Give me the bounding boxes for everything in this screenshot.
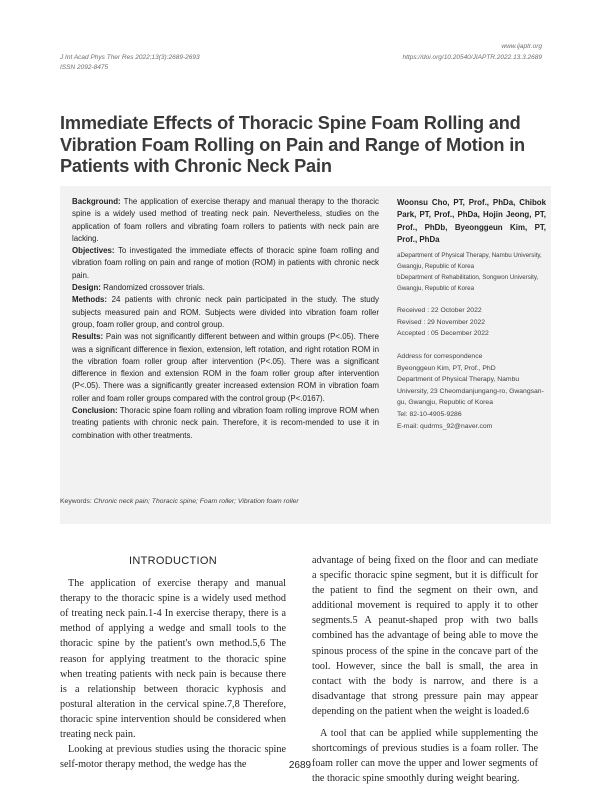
affiliations (397, 250, 546, 294)
body-paragraph: Looking at previous studies using the thoracic spine self-motor therapy method, the wedge has the (60, 744, 286, 771)
journal-citation: J Int Acad Phys Ther Res 2022;13(3):2689-2693 (60, 54, 200, 61)
revised-date: Revised : 29 November 2022 (397, 318, 486, 326)
affiliation-a: aDepartment of Physical Therapy, Nambu University, Gwangju, Republic of Korea (397, 252, 542, 271)
methods-text: 24 patients with chronic neck pain participated in the study. The study subjects measured pain and ROM. Subjects were divided into vibration foam roller group, foam roller group, and control group. (72, 295, 379, 329)
correspondence-name: Byeonggeun Kim, PT, Prof., PhD (397, 364, 496, 372)
abstract-objectives (72, 245, 379, 282)
correspondence (397, 351, 546, 432)
objectives-label: Objectives: (72, 246, 115, 256)
design-label: Design: (72, 283, 101, 293)
abstract-design (72, 282, 379, 294)
abstract-background (72, 196, 379, 245)
author-names: Woonsu Cho, PT, Prof., PhDa, Chibok Park, PT, Prof., PhDa, Hojin Jeong, PT, Prof., PhDb, Byeonggeun Kim, PT, Prof., PhDa (397, 198, 546, 244)
journal-header (60, 53, 200, 73)
received-date: Received : 22 October 2022 (397, 307, 482, 315)
page-number: 2689 (288, 760, 312, 771)
abstract-conclusion (72, 405, 379, 442)
background-label: Background: (72, 197, 121, 206)
results-label: Results: (72, 332, 104, 342)
section-heading: INTRODUCTION (129, 555, 217, 567)
keywords-list: Chronic neck pain; Thoracic spine; Foam roller; Vibration foam roller (93, 498, 299, 505)
methods-label: Methods: (72, 295, 108, 305)
correspondence-email[interactable]: E-mail: qudrms_92@naver.com (397, 422, 493, 430)
website-link[interactable]: www.ijaptr.org (501, 43, 542, 50)
accepted-date: Accepted : 05 December 2022 (397, 330, 489, 338)
journal-links (403, 41, 543, 63)
doi-link[interactable]: https://doi.org/10.20540/JIAPTR.2022.13.3.2689 (402, 54, 542, 61)
body-paragraph: The application of exercise therapy and manual therapy to the thoracic spine is a widely used method of treating neck pain.1-4 In exercise therapy, there is a method of applying a wedge and small tools to the thoracic spine by the patient's own method.5,6 The reason for applying treatment to the thoracic spine when treating patients with neck pain is because there is a relationship between thoracic kyphosis and postural alteration in the cervical spine.7,8 Therefore, thoracic spine intervention should be considered when treating neck pain. (60, 578, 286, 741)
author-panel (397, 197, 546, 432)
design-text: Randomized crossover trials. (103, 283, 205, 293)
body-paragraph: advantage of being fixed on the floor and can mediate a specific thoracic spine segment, but it is difficult for the patient to find the segment on their own, and additional movement is required to apply it to other segments.5 A peanut-shaped prop with two balls combined has the advantage of being able to move the spinous process of the spine in the concave part of the tool. However, since the ball is small, the area in contact with the body is narrow, and there is a disadvantage that strong pressure pain may appear depending on the patient when the weight is loaded.6 (312, 555, 538, 717)
abstract-methods (72, 294, 379, 331)
background-text: The application of exercise therapy and manual therapy to the thoracic spine is a widely used method of treating neck pain. Nevertheless, studies on the application of foam rollers and vibrating foam rollers to patients with neck pain are lacking. (72, 197, 379, 243)
body-paragraph: A tool that can be applied while supplementing the shortcomings of previous studies is a foam roller. The foam roller can move the upper and lower segments of the thoracic spine smoothly during weight bearing. (312, 728, 538, 785)
keywords-label: Keywords: (60, 498, 92, 505)
article-dates (397, 305, 546, 340)
objectives-text: To investigated the immediate effects of thoracic spine foam rolling and vibration foam rolling on pain and range of motion (ROM) in patients with chronic neck pain. (72, 246, 379, 280)
abstract (72, 196, 379, 442)
paper-title: Immediate Effects of Thoracic Spine Foam Rolling and Vibration Foam Rolling on Pain and Range of Motion in Patients with Chronic Neck Pain (60, 113, 525, 176)
abstract-results (72, 331, 379, 405)
correspondence-address: Department of Physical Therapy, Nambu University, 23 Cheomdanjungang-ro, Gwangsan-gu, Gwangju, Republic of Korea (397, 376, 544, 407)
affiliation-b: bDepartment of Rehabilitation, Songwon University, Gwangju, Republic of Korea (397, 274, 539, 293)
results-text: Pain was not significantly different between and within groups (P<.05). There was a significant difference in flexion, extension, left rotation, and right rotation ROM in the vibration foam roller group after intervention (P<.05). There was a significant difference in flexion and extension ROM in the foam roller group after intervention (P<.05). There was a significantly greater increased extension ROM in vibration foam roller and foam roller groups compared with the control group (P<.0167). (72, 332, 379, 403)
conclusion-label: Conclusion: (72, 406, 118, 416)
conclusion-text: Thoracic spine foam rolling and vibration foam rolling improve ROM when treating patients with chronic neck pain. Therefore, it is recom-mended to use it in combination with other treatments. (72, 406, 379, 440)
body-column-left (60, 553, 286, 772)
correspondence-label: Address for correspondence (397, 352, 483, 360)
correspondence-tel: Tel: 82-10-4905-9286 (397, 410, 462, 418)
issn: ISSN 2092-8475 (60, 64, 109, 71)
body-column-right (312, 553, 538, 786)
keywords (60, 498, 299, 505)
